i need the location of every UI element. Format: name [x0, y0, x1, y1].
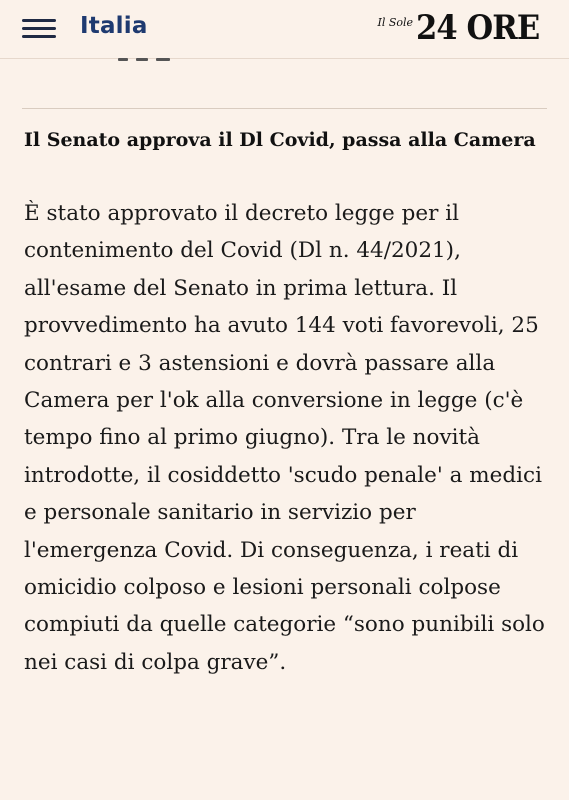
- section-divider: [22, 108, 547, 109]
- menu-line: [22, 35, 56, 38]
- hamburger-menu-icon[interactable]: [22, 19, 56, 39]
- article-headline: Il Senato approva il Dl Covid, passa alla Camera: [24, 129, 536, 151]
- logo-big-text: 24 ORE: [416, 8, 540, 48]
- logo-small-text: Il Sole: [377, 16, 414, 29]
- site-logo[interactable]: [378, 8, 554, 50]
- menu-line: [22, 19, 56, 22]
- top-navigation-bar: [0, 0, 569, 59]
- previous-text-residue: [118, 58, 178, 66]
- section-title[interactable]: Italia: [80, 13, 148, 39]
- article-body: È stato approvato il decreto legge per il contenimento del Covid (Dl n. 44/2021), all'esame del Senato in prima lettura. Il provvedimento ha avuto 144 voti favorevoli, 25 contrari e 3 astensioni e dovrà passare alla Camera per l'ok alla conversione in legge (c'è tempo fino al primo giugno). Tra le novità introdotte, il cosiddetto 'scudo penale' a medici e personale sanitario in servizio per l'emergenza Covid. Di conseguenza, i reati di omicidio colposo e lesioni personali colpose compiuti da quelle categorie “sono punibili solo nei casi di colpa grave”.: [24, 201, 545, 675]
- menu-line: [22, 27, 56, 30]
